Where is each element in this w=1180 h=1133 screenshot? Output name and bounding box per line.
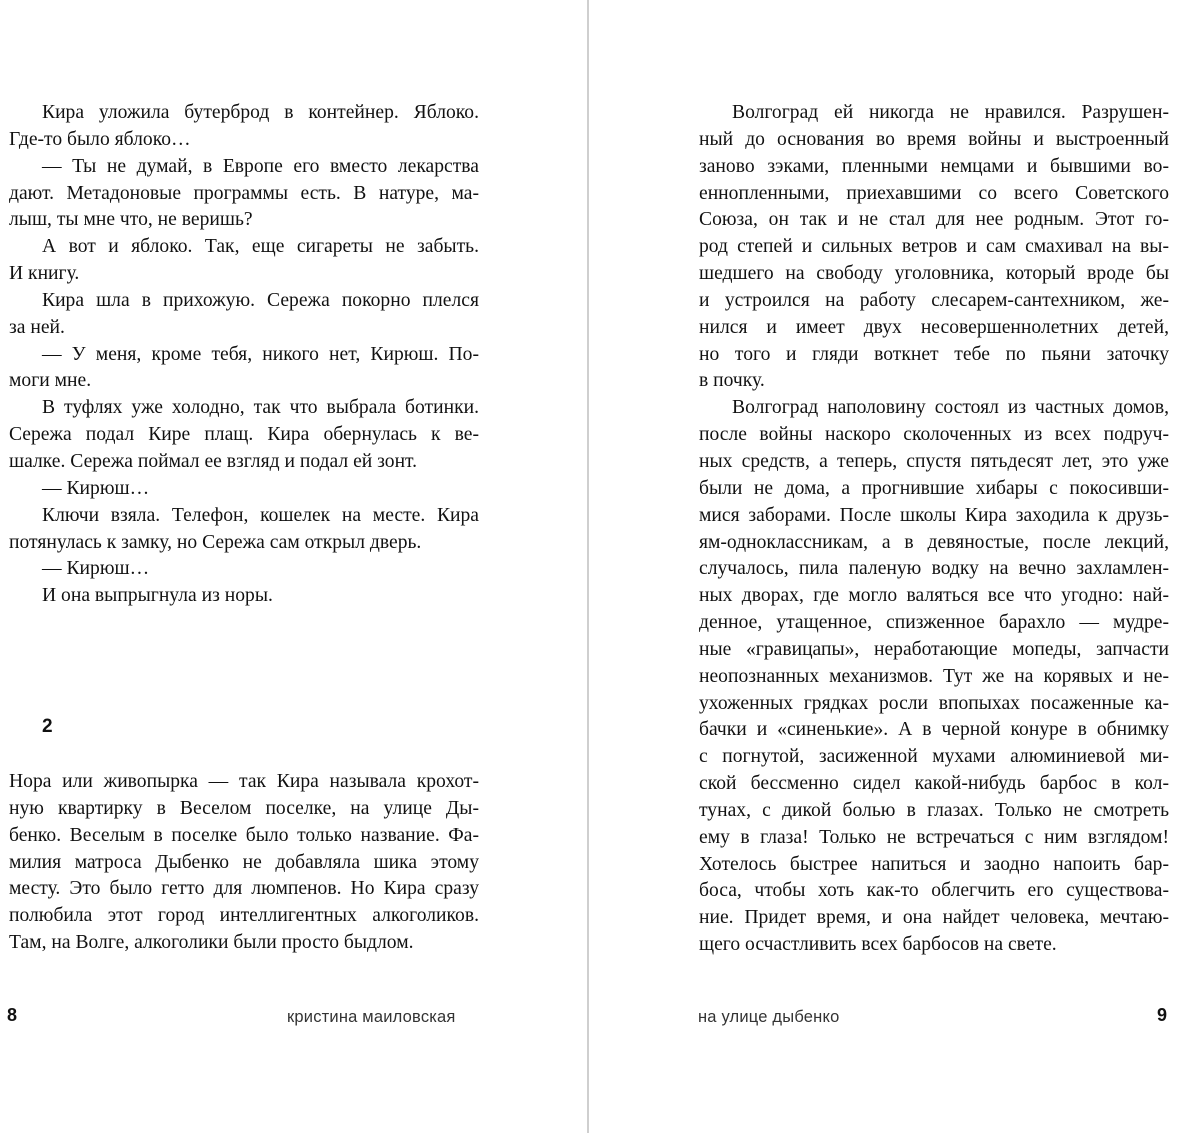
paragraph	[9, 583, 479, 610]
text-line: случалось, пила паленую водку на вечно захламлен-	[699, 558, 1169, 580]
text-line: были не дома, а прогнившие хибары с покосивши-	[699, 477, 1169, 499]
paragraph	[9, 395, 479, 476]
text-line: Кира уложила бутерброд в контейнер. Яблоко.	[42, 102, 479, 123]
left-page-text-top	[9, 100, 479, 610]
text-line: И книгу.	[9, 263, 80, 285]
text-line: А вот и яблоко. Так, еще сигареты не забыть.	[42, 236, 479, 258]
text-line: за ней.	[9, 316, 65, 338]
text-line: Союза, он так и не стал для нее родным. Этот го-	[699, 209, 1169, 231]
text-line: шедшего на свободу уголовника, который вроде бы	[699, 263, 1169, 285]
right-page-text	[699, 100, 1169, 959]
text-line: Нора или живопырка — так Кира называла крохот-	[9, 771, 479, 792]
left-page	[0, 0, 587, 1133]
text-line: род степей и сильных ветров и сам смахивал на вы-	[699, 236, 1169, 258]
paragraph	[9, 342, 479, 396]
text-line: и устроился на работу слесарем-сантехником, же-	[699, 289, 1169, 311]
text-line: еннопленными, приехавшими со всего Советского	[699, 182, 1169, 204]
page-number-left: 8	[7, 1005, 18, 1025]
text-line: заново зэками, пленными немцами и бывшими во-	[699, 155, 1169, 177]
page-number-right: 9	[1157, 1005, 1168, 1025]
text-line: Сережа подал Кире плащ. Кира обернулась к ве-	[9, 424, 479, 446]
text-line: боса, чтобы хоть как-то облегчить его существова-	[699, 880, 1169, 902]
text-line: но того и гляди воткнет тебе по пьяни заточку	[699, 343, 1169, 365]
text-line: моги мне.	[9, 370, 92, 392]
text-line: ную квартирку в Веселом поселке, на улице Ды-	[9, 797, 479, 819]
text-line: потянулась к замку, но Сережа сам открыл дверь.	[9, 531, 422, 553]
chapter-number: 2	[42, 716, 53, 737]
paragraph	[9, 288, 479, 342]
text-line: щего осчастливить всех барбосов на свете.	[699, 934, 1057, 956]
text-line: неопознанных механизмов. Тут же на корявых и не-	[699, 665, 1169, 687]
text-line: нился и имеет двух несовершеннолетних детей,	[699, 316, 1169, 338]
text-line: бачки и «синенькие». А в черной конуре в обнимку	[699, 719, 1169, 741]
text-line: в почку.	[699, 370, 765, 392]
text-line: И она выпрыгнула из норы.	[42, 585, 273, 607]
text-line: лыш, ты мне что, не веришь?	[9, 209, 253, 231]
text-line: Ключи взяла. Телефон, кошелек на месте. Кира	[42, 504, 479, 526]
paragraph	[9, 234, 479, 288]
text-line: полюбила этот город интеллигентных алкоголиков.	[9, 905, 479, 927]
text-line: тунах, с дикой болью в глазах. Только не смотреть	[699, 799, 1169, 821]
text-line: — У меня, кроме тебя, никого нет, Кирюш. По-	[42, 343, 479, 365]
text-line: Где-то было яблоко…	[9, 128, 191, 150]
text-line: ухоженных грядках росли впопыхах посаженные ка-	[699, 692, 1169, 714]
text-line: Там, на Волге, алкоголики были просто быдлом.	[9, 932, 414, 954]
right-page	[589, 0, 1180, 1133]
text-line: денное, утащенное, спизженное барахло — мудре-	[699, 612, 1169, 634]
paragraph	[699, 395, 1169, 959]
text-line: ям-одноклассникам, а в девяностые, после лекций,	[699, 531, 1169, 553]
text-line: ных дворах, где могло валяться все что угодно: най-	[699, 585, 1169, 607]
paragraph	[9, 154, 479, 235]
text-line: ные «гравицапы», неработающие мопеды, запчасти	[699, 638, 1169, 660]
text-line: ской бессменно сидел какой-нибудь барбос в кол-	[699, 773, 1169, 795]
text-line: Хотелось быстрее напиться и заодно напоить бар-	[699, 853, 1169, 875]
text-line: ние. Придет время, и она найдет человека, мечтаю-	[699, 907, 1169, 929]
paragraph	[9, 556, 479, 583]
text-line: бенко. Веселым в поселке было только название. Фа-	[9, 824, 479, 846]
text-line: Волгоград наполовину состоял из частных домов,	[732, 397, 1169, 419]
text-line: Кира шла в прихожую. Сережа покорно плелся	[42, 289, 479, 311]
text-line: — Ты не думай, в Европе его вместо лекарства	[42, 155, 479, 177]
text-line: — Кирюш…	[42, 558, 150, 580]
running-head-author: кристина маиловская	[287, 1008, 456, 1026]
text-line: ных средств, а теперь, спустя пятьдесят лет, это уже	[699, 450, 1169, 472]
chapter-opening-paragraph	[9, 769, 479, 957]
text-line: — Кирюш…	[42, 477, 150, 499]
text-line: ему в глаза! Только не встречаться с ним взглядом!	[699, 826, 1169, 848]
text-line: ный до основания во время войны и выстроенный	[699, 128, 1169, 150]
text-line: с погнутой, засиженной мухами алюминиевой ми-	[699, 746, 1169, 768]
text-line: после войны наскоро сколоченных из всех подруч-	[699, 424, 1169, 446]
text-line: милия матроса Дыбенко не добавляла шика этому	[9, 851, 479, 873]
text-line: шалке. Сережа поймал ее взгляд и подал ей зонт.	[9, 450, 418, 472]
paragraph	[9, 769, 479, 957]
paragraph	[9, 100, 479, 154]
paragraph	[699, 100, 1169, 395]
text-line: месту. Это было гетто для люмпенов. Но Кира сразу	[9, 878, 479, 900]
text-line: дают. Метадоновые программы есть. В натуре, ма-	[9, 182, 479, 204]
text-line: Волгоград ей никогда не нравился. Разрушен-	[732, 102, 1169, 123]
text-line: мися заборами. После школы Кира заходила к друзь-	[699, 504, 1169, 526]
paragraph	[9, 503, 479, 557]
text-line: В туфлях уже холодно, так что выбрала ботинки.	[42, 397, 479, 419]
running-head-title: на улице дыбенко	[698, 1008, 840, 1026]
paragraph	[9, 476, 479, 503]
